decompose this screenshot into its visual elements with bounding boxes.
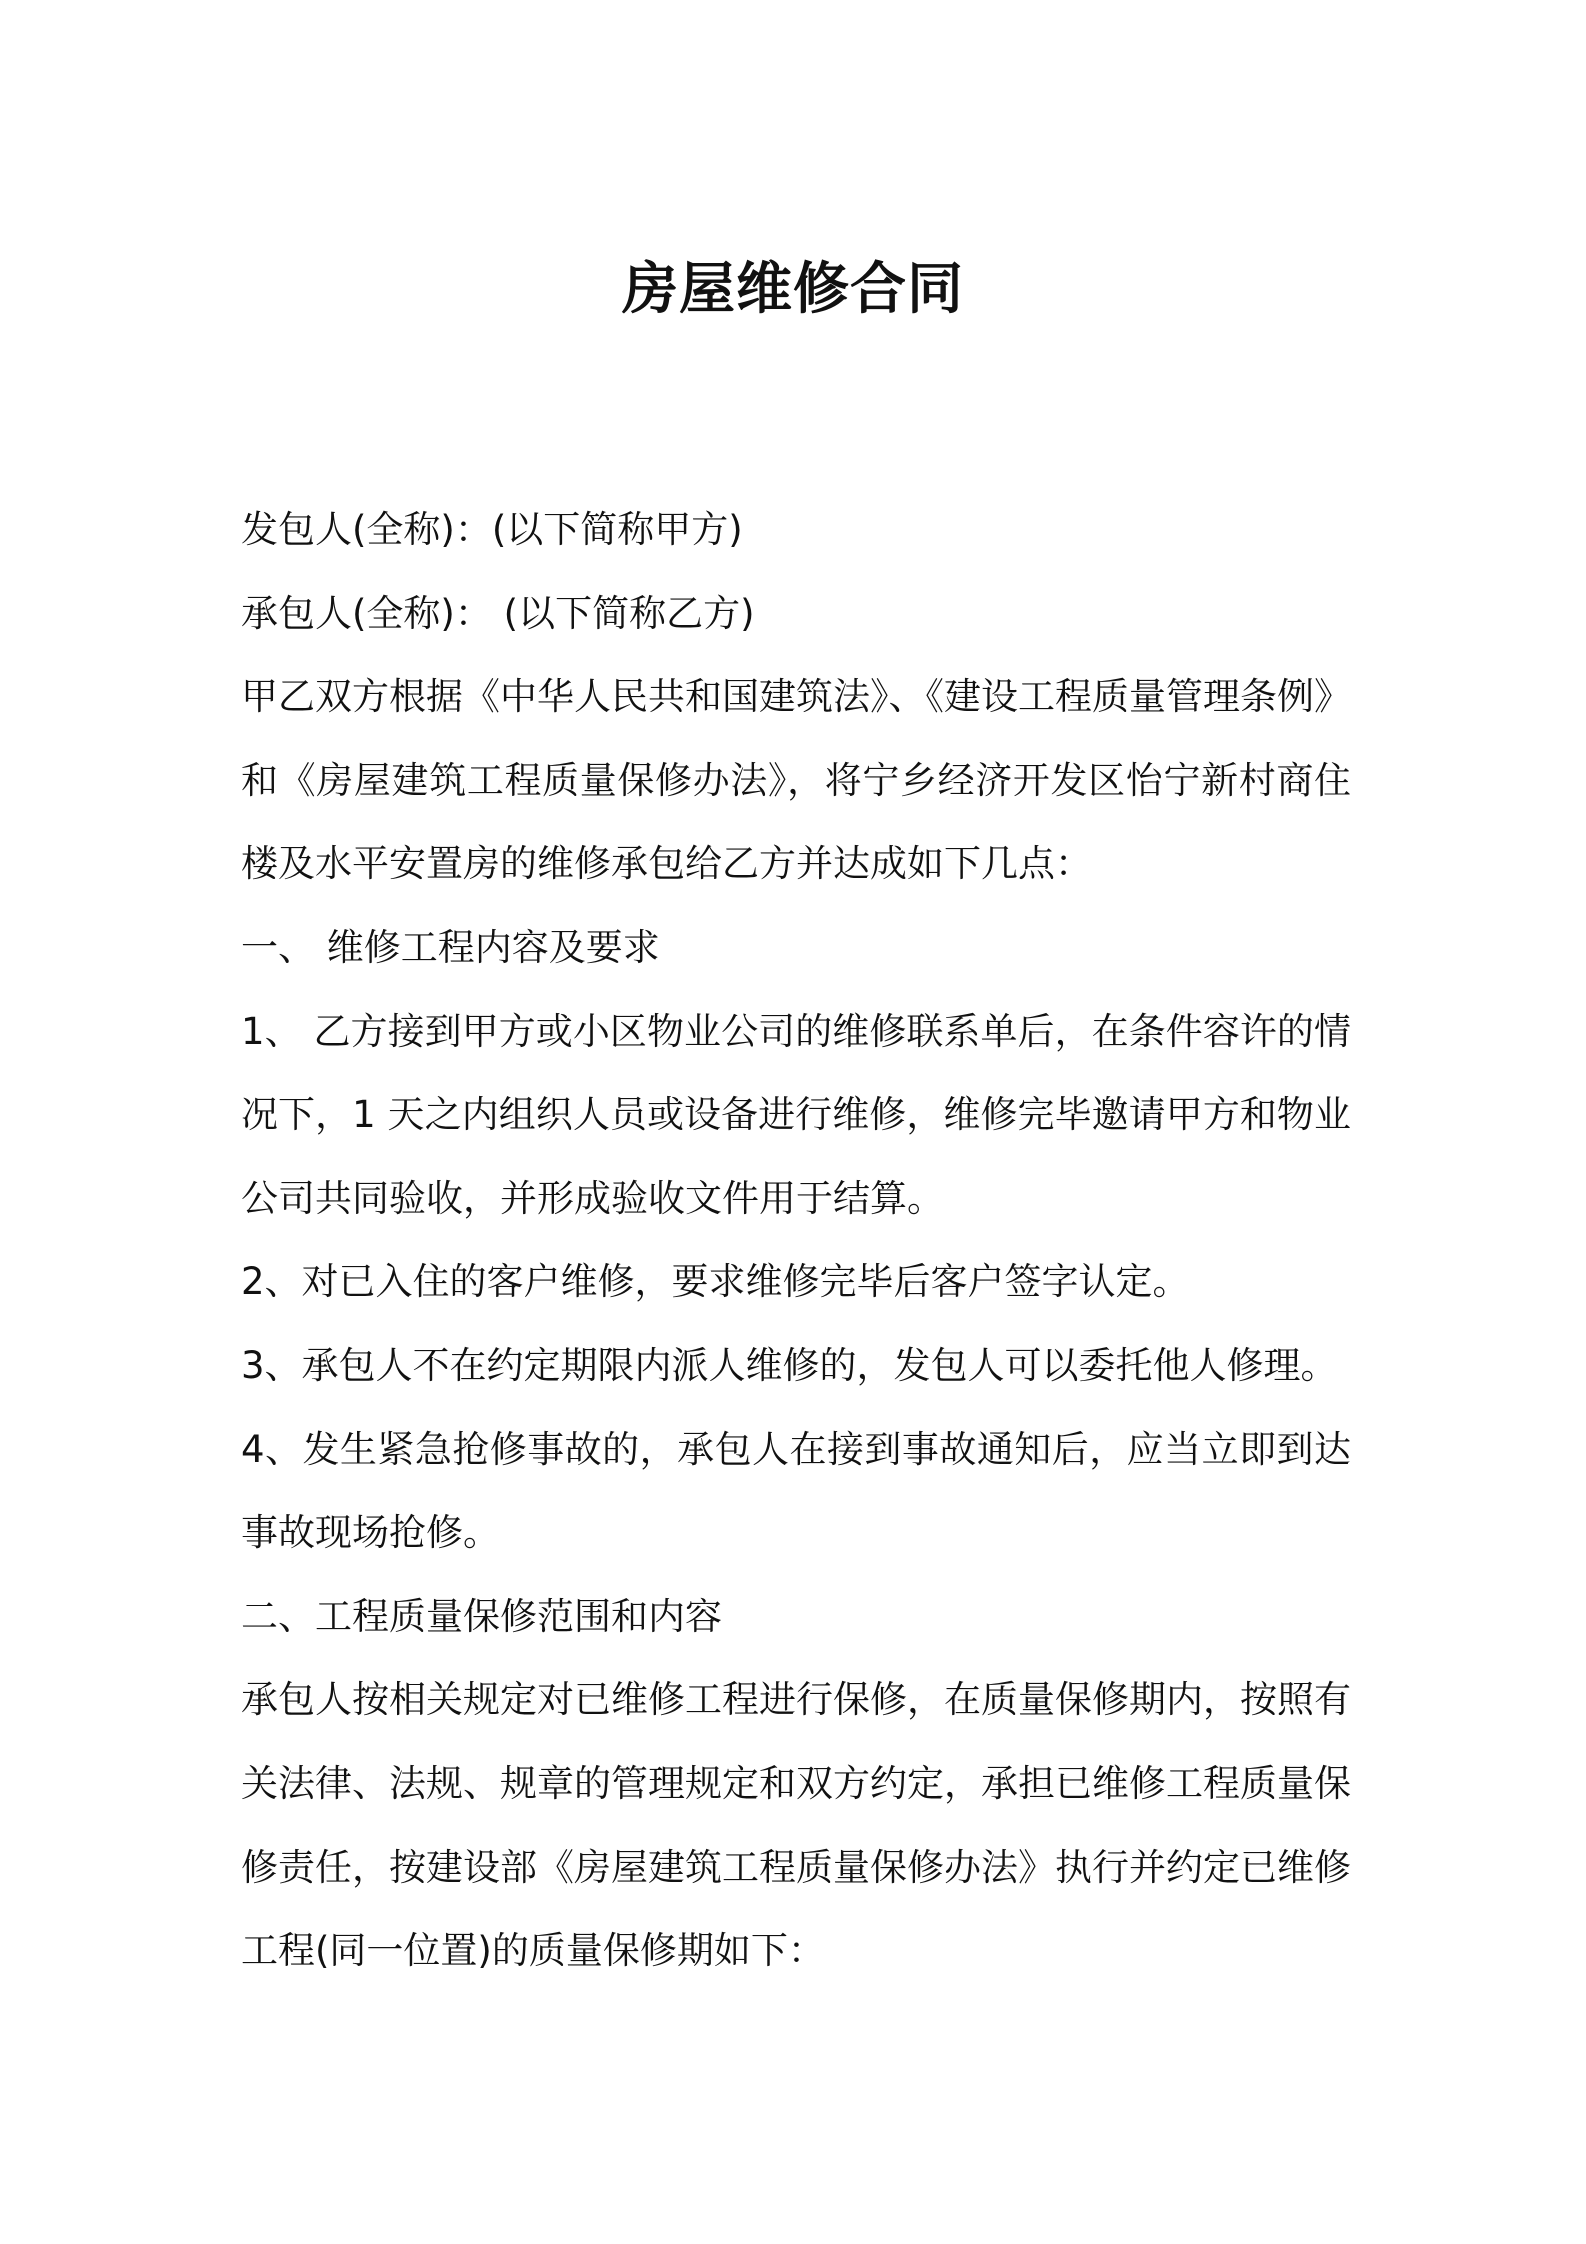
clause-3: 3、承包人不在约定期限内派人维修的，发包人可以委托他人修理。 — [241, 1343, 1338, 1387]
warranty-line-2: 关法律、法规、规章的管理规定和双方约定，承担已维修工程质量保 — [241, 1761, 1351, 1805]
party-b-line: 承包人(全称)： (以下简称乙方) — [241, 591, 755, 635]
document-title: 房屋维修合同 — [622, 257, 964, 322]
section-heading-2: 二、工程质量保修范围和内容 — [241, 1594, 722, 1638]
clause-1-line-3: 公司共同验收，并形成验收文件用于结算。 — [241, 1176, 944, 1220]
preamble-line-3: 楼及水平安置房的维修承包给乙方并达成如下几点： — [241, 842, 1092, 886]
preamble-line-2: 和《房屋建筑工程质量保修办法》，将宁乡经济开发区怡宁新村商住 — [241, 758, 1351, 802]
clause-1-line-1: 1、 乙方接到甲方或小区物业公司的维修联系单后，在条件容许的情 — [241, 1009, 1351, 1053]
document-body — [241, 488, 1351, 1993]
party-a-line: 发包人(全称)：(以下简称甲方) — [241, 508, 743, 551]
clause-2: 2、对已入住的客户维修，要求维修完毕后客户签字认定。 — [241, 1260, 1190, 1304]
preamble-line-1: 甲乙双方根据《中华人民共和国建筑法》、《建设工程质量管理条例》 — [241, 675, 1351, 719]
clause-4-line-2: 事故现场抢修。 — [241, 1511, 500, 1555]
clause-1-line-2: 况下，1 天之内组织人员或设备进行维修，维修完毕邀请甲方和物业 — [241, 1093, 1351, 1137]
section-heading-1: 一、 维修工程内容及要求 — [241, 925, 660, 969]
clause-4-line-1: 4、发生紧急抢修事故的，承包人在接到事故通知后，应当立即到达 — [241, 1427, 1351, 1471]
warranty-line-4: 工程(同一位置)的质量保修期如下： — [241, 1929, 825, 1973]
warranty-line-1: 承包人按相关规定对已维修工程进行保修，在质量保修期内，按照有 — [241, 1678, 1351, 1722]
warranty-line-3: 修责任，按建设部《房屋建筑工程质量保修办法》执行并约定已维修 — [241, 1845, 1351, 1889]
